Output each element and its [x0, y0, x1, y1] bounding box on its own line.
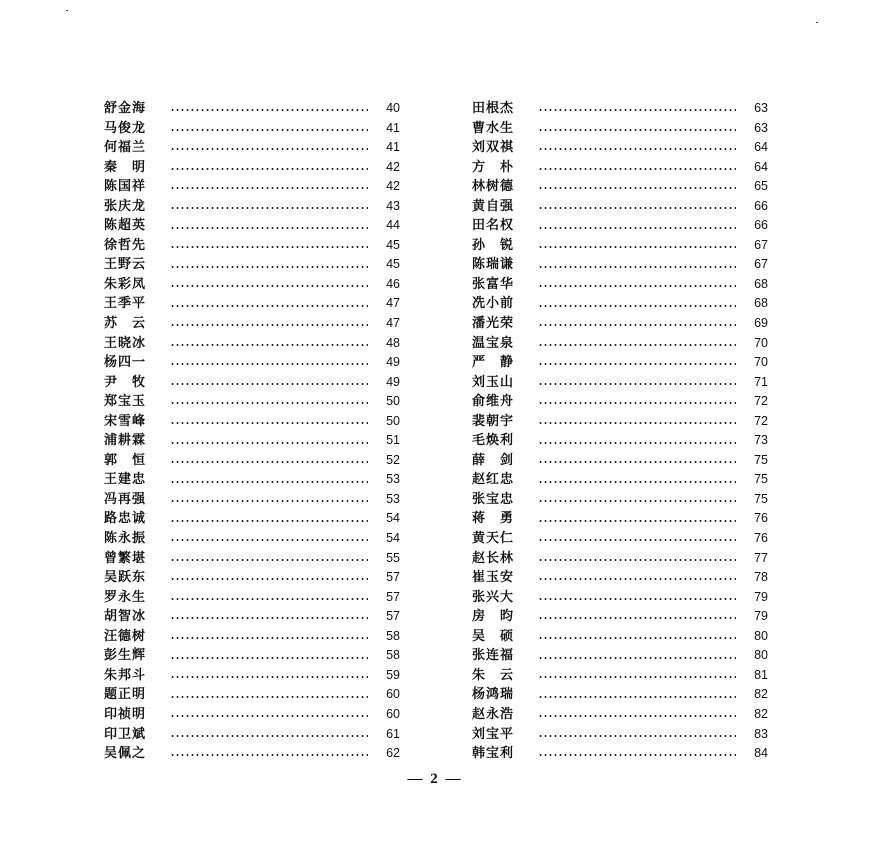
toc-entry — [104, 607, 400, 627]
entry-page-number: 68 — [754, 296, 768, 311]
entry-page-number: 57 — [386, 589, 400, 604]
dot-leader — [538, 383, 736, 385]
entry-name: 严 静 — [472, 355, 515, 371]
dot-leader — [538, 539, 736, 541]
entry-name: 尹 牧 — [104, 374, 147, 390]
entry-page-number: 61 — [386, 726, 400, 741]
toc-entry — [104, 216, 400, 236]
dot-leader — [538, 168, 736, 170]
entry-name: 房 昀 — [472, 609, 515, 625]
dot-leader — [170, 598, 368, 600]
dot-leader — [170, 148, 368, 150]
entry-page-number: 50 — [386, 394, 400, 409]
dot-leader — [538, 735, 736, 737]
entry-page-number: 50 — [386, 413, 400, 428]
entry-name: 温宝泉 — [472, 335, 515, 351]
entry-page-number: 47 — [386, 316, 400, 331]
toc-entry — [472, 334, 768, 354]
entry-name: 张富华 — [472, 276, 515, 292]
entry-page-number: 52 — [386, 452, 400, 467]
dot-leader — [170, 657, 368, 659]
entry-name: 毛焕利 — [472, 433, 515, 449]
toc-entry — [104, 158, 400, 178]
toc-entry — [472, 666, 768, 686]
dot-leader — [538, 227, 736, 229]
dot-leader — [538, 481, 736, 483]
entry-name: 汪德树 — [104, 628, 147, 644]
toc-entry — [472, 588, 768, 608]
dot-leader — [170, 227, 368, 229]
entry-page-number: 60 — [386, 706, 400, 721]
entry-page-number: 83 — [754, 726, 768, 741]
toc-entry — [104, 744, 400, 764]
toc-entry — [104, 99, 400, 119]
dot-leader — [170, 735, 368, 737]
toc-entry — [472, 255, 768, 275]
dot-leader — [170, 754, 368, 756]
entry-page-number: 75 — [754, 452, 768, 467]
entry-page-number: 81 — [754, 667, 768, 682]
dot-leader — [170, 383, 368, 385]
entry-name: 吴 硕 — [472, 628, 515, 644]
entry-page-number: 66 — [754, 198, 768, 213]
entry-name: 韩宝利 — [472, 746, 515, 762]
dot-leader — [538, 461, 736, 463]
entry-name: 张宝忠 — [472, 491, 515, 507]
toc-entry — [472, 158, 768, 178]
entry-page-number: 57 — [386, 570, 400, 585]
entry-name: 赵长林 — [472, 550, 515, 566]
toc-entry — [104, 334, 400, 354]
toc-entry — [104, 705, 400, 725]
dot-leader — [170, 500, 368, 502]
toc-entry — [472, 607, 768, 627]
entry-name: 杨鸿瑞 — [472, 687, 515, 703]
entry-name: 宋雪峰 — [104, 413, 147, 429]
entry-name: 吴佩之 — [104, 746, 147, 762]
toc-entry — [472, 216, 768, 236]
toc-entry — [104, 412, 400, 432]
entry-name: 王建忠 — [104, 472, 147, 488]
entry-name: 孙 锐 — [472, 237, 515, 253]
toc-entry — [472, 470, 768, 490]
entry-name: 刘双祺 — [472, 140, 515, 156]
entry-page-number: 41 — [386, 140, 400, 155]
toc-entry — [104, 529, 400, 549]
entry-name: 裴朝宇 — [472, 413, 515, 429]
entry-page-number: 40 — [386, 101, 400, 115]
toc-entry — [104, 646, 400, 666]
toc-entry — [104, 119, 400, 139]
entry-page-number: 79 — [754, 589, 768, 604]
toc-entry — [104, 294, 400, 314]
entry-name: 曹水生 — [472, 120, 515, 136]
entry-page-number: 45 — [386, 237, 400, 252]
entry-name: 胡智冰 — [104, 609, 147, 625]
entry-page-number: 47 — [386, 296, 400, 311]
dot-leader — [538, 207, 736, 209]
dot-leader — [170, 617, 368, 619]
toc-entry — [104, 255, 400, 275]
dot-leader — [170, 422, 368, 424]
entry-page-number: 54 — [386, 511, 400, 526]
entry-page-number: 82 — [754, 687, 768, 702]
entry-page-number: 64 — [754, 140, 768, 155]
dot-leader — [538, 715, 736, 717]
entry-name: 陈国祥 — [104, 179, 147, 195]
toc-entry — [472, 685, 768, 705]
entry-name: 浦耕霖 — [104, 433, 147, 449]
entry-page-number: 75 — [754, 491, 768, 506]
toc-entry — [104, 666, 400, 686]
entry-name: 陈永振 — [104, 531, 147, 547]
toc-entry — [104, 490, 400, 510]
entry-page-number: 80 — [754, 648, 768, 663]
entry-name: 冼小前 — [472, 296, 515, 312]
toc-entry — [472, 197, 768, 217]
entry-name: 田根杰 — [472, 101, 515, 116]
toc-entry — [472, 549, 768, 569]
entry-name: 刘玉山 — [472, 374, 515, 390]
entry-name: 苏 云 — [104, 316, 147, 332]
toc-entry — [104, 392, 400, 412]
entry-page-number: 45 — [386, 257, 400, 272]
dot-leader — [170, 578, 368, 580]
entry-page-number: 42 — [386, 179, 400, 194]
entry-page-number: 53 — [386, 491, 400, 506]
entry-name: 黄天仁 — [472, 531, 515, 547]
dot-leader — [170, 187, 368, 189]
dot-leader — [170, 344, 368, 346]
entry-name: 路忠诚 — [104, 511, 147, 527]
toc-entry — [104, 353, 400, 373]
entry-page-number: 73 — [754, 433, 768, 448]
dot-leader — [170, 109, 368, 111]
entry-page-number: 58 — [386, 628, 400, 643]
entry-name: 薛 剑 — [472, 452, 515, 468]
toc-entry — [104, 275, 400, 295]
dot-leader — [538, 187, 736, 189]
toc-entry — [104, 685, 400, 705]
entry-name: 冯再强 — [104, 491, 147, 507]
entry-page-number: 76 — [754, 511, 768, 526]
entry-name: 张连福 — [472, 648, 515, 664]
toc-entry — [472, 490, 768, 510]
toc-entry — [472, 294, 768, 314]
toc-entry — [104, 568, 400, 588]
entry-page-number: 54 — [386, 531, 400, 546]
page-number-footer: — 2 — — [407, 771, 463, 787]
entry-name: 刘宝平 — [472, 726, 515, 742]
entry-page-number: 67 — [754, 257, 768, 272]
entry-page-number: 66 — [754, 218, 768, 233]
entry-name: 题正明 — [104, 687, 147, 703]
dot-leader — [538, 500, 736, 502]
dot-leader — [170, 481, 368, 483]
entry-name: 郭 恒 — [104, 452, 147, 468]
toc-entry — [104, 373, 400, 393]
toc-entry — [472, 627, 768, 647]
entry-page-number: 72 — [754, 394, 768, 409]
entry-page-number: 78 — [754, 570, 768, 585]
dot-leader — [538, 246, 736, 248]
entry-page-number: 75 — [754, 472, 768, 487]
toc-entry — [104, 725, 400, 745]
entry-name: 杨四一 — [104, 355, 147, 371]
scan-speck — [816, 22, 818, 23]
toc-entry — [104, 197, 400, 217]
entry-name: 朱 云 — [472, 667, 515, 683]
dot-leader — [538, 617, 736, 619]
entry-page-number: 51 — [386, 433, 400, 448]
dot-leader — [170, 696, 368, 698]
entry-page-number: 48 — [386, 335, 400, 350]
toc-entry — [104, 451, 400, 471]
toc-entry — [104, 588, 400, 608]
entry-name: 曾繁堪 — [104, 550, 147, 566]
toc-entry — [104, 431, 400, 451]
entry-page-number: 43 — [386, 198, 400, 213]
entry-page-number: 68 — [754, 276, 768, 291]
toc-entry — [472, 451, 768, 471]
entry-page-number: 63 — [754, 120, 768, 135]
entry-page-number: 72 — [754, 413, 768, 428]
entry-name: 朱彩凤 — [104, 276, 147, 292]
dot-leader — [170, 285, 368, 287]
entry-name: 陈瑞谦 — [472, 257, 515, 273]
entry-page-number: 70 — [754, 355, 768, 370]
toc-entry — [104, 627, 400, 647]
dot-leader — [538, 442, 736, 444]
toc-column-left — [104, 99, 400, 764]
dot-leader — [170, 129, 368, 131]
dot-leader — [170, 168, 368, 170]
entry-name: 陈超英 — [104, 218, 147, 234]
toc-entry — [104, 177, 400, 197]
entry-name: 印祯明 — [104, 706, 147, 722]
entry-name: 张庆龙 — [104, 198, 147, 214]
toc-entry — [472, 705, 768, 725]
entry-page-number: 58 — [386, 648, 400, 663]
dot-leader — [170, 246, 368, 248]
dot-leader — [170, 715, 368, 717]
toc-entry — [472, 99, 768, 119]
toc-entry — [472, 119, 768, 139]
entry-name: 舒金海 — [104, 101, 147, 116]
toc-entry — [472, 725, 768, 745]
dot-leader — [538, 520, 736, 522]
entry-name: 王季平 — [104, 296, 147, 312]
dot-leader — [538, 402, 736, 404]
toc-entry — [472, 392, 768, 412]
dot-leader — [538, 129, 736, 131]
entry-name: 王晓冰 — [104, 335, 147, 351]
entry-name: 何福兰 — [104, 140, 147, 156]
entry-page-number: 55 — [386, 550, 400, 565]
entry-page-number: 79 — [754, 609, 768, 624]
entry-page-number: 53 — [386, 472, 400, 487]
toc-entry — [472, 568, 768, 588]
entry-page-number: 62 — [386, 746, 400, 761]
dot-leader — [170, 559, 368, 561]
entry-name: 印卫斌 — [104, 726, 147, 742]
entry-page-number: 71 — [754, 374, 768, 389]
entry-page-number: 42 — [386, 159, 400, 174]
entry-name: 彭生辉 — [104, 648, 147, 664]
dot-leader — [538, 696, 736, 698]
entry-name: 秦 明 — [104, 159, 147, 175]
dot-leader — [170, 461, 368, 463]
toc-entry — [472, 314, 768, 334]
dot-leader — [170, 363, 368, 365]
entry-name: 田名权 — [472, 218, 515, 234]
entry-name: 崔玉安 — [472, 570, 515, 586]
entry-page-number: 46 — [386, 276, 400, 291]
toc-column-right — [472, 99, 768, 764]
entry-page-number: 63 — [754, 101, 768, 115]
toc-entry — [472, 646, 768, 666]
dot-leader — [538, 657, 736, 659]
dot-leader — [538, 363, 736, 365]
dot-leader — [538, 148, 736, 150]
toc-entry — [104, 549, 400, 569]
dot-leader — [538, 324, 736, 326]
dot-leader — [538, 637, 736, 639]
entry-name: 蒋 勇 — [472, 511, 515, 527]
dot-leader — [170, 266, 368, 268]
entry-page-number: 57 — [386, 609, 400, 624]
toc-entry — [104, 138, 400, 158]
dot-leader — [170, 637, 368, 639]
toc-entry — [104, 509, 400, 529]
toc-entry — [472, 275, 768, 295]
dot-leader — [538, 109, 736, 111]
dot-leader — [170, 539, 368, 541]
dot-leader — [538, 285, 736, 287]
toc-entry — [472, 373, 768, 393]
dot-leader — [538, 754, 736, 756]
entry-name: 黄自强 — [472, 198, 515, 214]
entry-page-number: 80 — [754, 628, 768, 643]
dot-leader — [538, 578, 736, 580]
entry-name: 赵红忠 — [472, 472, 515, 488]
dot-leader — [170, 402, 368, 404]
toc-entry — [472, 412, 768, 432]
entry-page-number: 70 — [754, 335, 768, 350]
toc-entry — [472, 138, 768, 158]
entry-name: 马俊龙 — [104, 120, 147, 136]
dot-leader — [170, 442, 368, 444]
dot-leader — [170, 676, 368, 678]
dot-leader — [538, 598, 736, 600]
entry-page-number: 82 — [754, 706, 768, 721]
toc-entry — [472, 353, 768, 373]
entry-name: 潘光荣 — [472, 316, 515, 332]
entry-name: 方 朴 — [472, 159, 515, 175]
entry-page-number: 41 — [386, 120, 400, 135]
dot-leader — [538, 266, 736, 268]
dot-leader — [538, 305, 736, 307]
dot-leader — [538, 422, 736, 424]
entry-page-number: 77 — [754, 550, 768, 565]
toc-entry — [472, 431, 768, 451]
scan-speck — [66, 10, 68, 11]
dot-leader — [170, 324, 368, 326]
entry-page-number: 65 — [754, 179, 768, 194]
entry-name: 朱邦斗 — [104, 667, 147, 683]
entry-page-number: 64 — [754, 159, 768, 174]
entry-name: 吴跃东 — [104, 570, 147, 586]
toc-entry — [472, 744, 768, 764]
entry-page-number: 84 — [754, 746, 768, 761]
entry-page-number: 76 — [754, 531, 768, 546]
entry-page-number: 67 — [754, 237, 768, 252]
dot-leader — [538, 559, 736, 561]
toc-entry — [104, 236, 400, 256]
entry-page-number: 44 — [386, 218, 400, 233]
entry-name: 王野云 — [104, 257, 147, 273]
dot-leader — [170, 520, 368, 522]
toc-entry — [472, 236, 768, 256]
entry-name: 林树德 — [472, 179, 515, 195]
entry-page-number: 59 — [386, 667, 400, 682]
toc-entry — [104, 314, 400, 334]
entry-page-number: 60 — [386, 687, 400, 702]
entry-page-number: 69 — [754, 316, 768, 331]
entry-page-number: 49 — [386, 355, 400, 370]
toc-entry — [472, 177, 768, 197]
entry-page-number: 49 — [386, 374, 400, 389]
entry-name: 俞维舟 — [472, 394, 515, 410]
entry-name: 罗永生 — [104, 589, 147, 605]
entry-name: 徐哲先 — [104, 237, 147, 253]
entry-name: 张兴大 — [472, 589, 515, 605]
entry-name: 赵永浩 — [472, 706, 515, 722]
entry-name: 郑宝玉 — [104, 394, 147, 410]
dot-leader — [538, 676, 736, 678]
toc-entry — [472, 529, 768, 549]
toc-entry — [472, 509, 768, 529]
dot-leader — [170, 207, 368, 209]
toc-entry — [104, 470, 400, 490]
dot-leader — [538, 344, 736, 346]
dot-leader — [170, 305, 368, 307]
